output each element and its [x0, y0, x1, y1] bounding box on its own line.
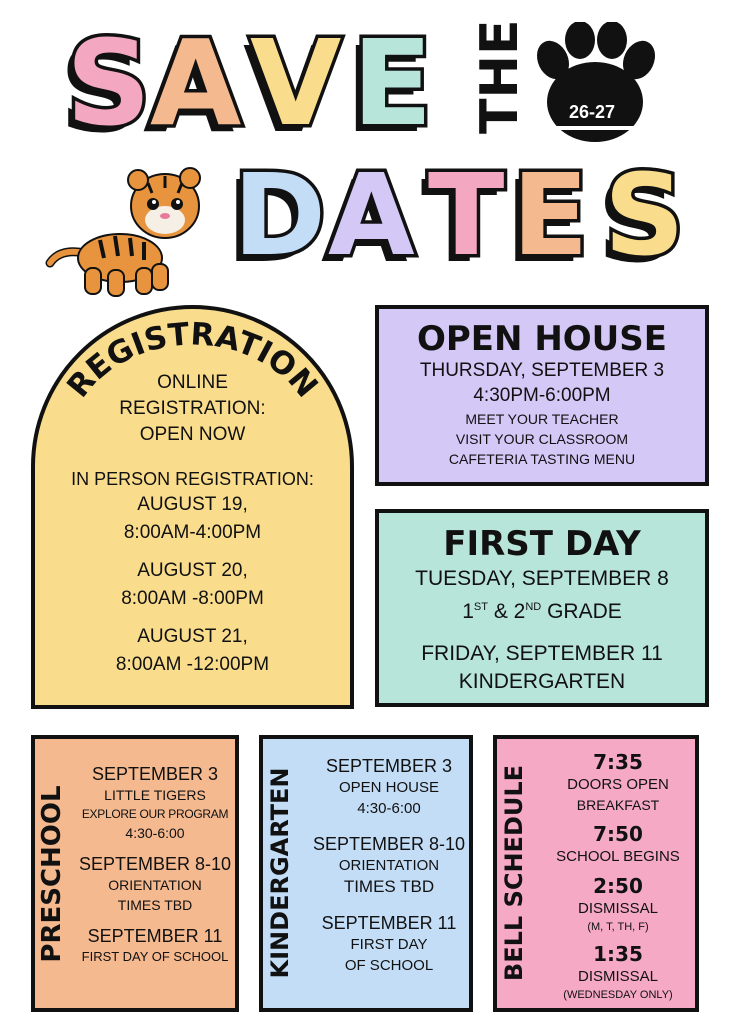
title-letter-e2: E — [512, 151, 589, 281]
preschool-card — [31, 735, 239, 1012]
kindergarten-events — [307, 755, 471, 976]
kin-e1-date: SEPTEMBER 3 — [325, 756, 453, 776]
open-house-date: THURSDAY, SEPTEMBER 3 — [419, 360, 665, 381]
first-day-grades-1: 1ST & 2ND GRADE — [462, 600, 622, 623]
bell-t1: 7:35 — [593, 750, 643, 774]
reg-day2-date: AUGUST 20, — [137, 560, 248, 581]
bell-t2: 7:50 — [593, 822, 643, 846]
title-letter-e: E — [352, 14, 433, 152]
reg-in-person: IN PERSON REGISTRATION: — [71, 469, 314, 489]
kin-e1-line1: OPEN HOUSE — [338, 779, 440, 796]
pre-e2-line1: ORIENTATION — [108, 877, 202, 893]
open-house-item-1: MEET YOUR TEACHER — [465, 411, 619, 427]
reg-online-3: OPEN NOW — [139, 424, 246, 445]
bell-t3-line2: (M, T, TH, F) — [587, 921, 649, 933]
pre-e1-line3: 4:30-6:00 — [125, 825, 185, 841]
pre-e2-date: SEPTEMBER 8-10 — [78, 854, 232, 874]
first-day-heading: FIRST DAY — [443, 524, 641, 564]
bell-schedule-heading: BELL SCHEDULE — [500, 764, 528, 982]
kin-e3-line2: OF SCHOOL — [344, 957, 434, 974]
title-letter-t: T — [428, 151, 505, 281]
pre-e3-line1: FIRST DAY OF SCHOOL — [81, 949, 229, 964]
title-letter-v: V — [250, 14, 342, 152]
kindergarten-heading: KINDERGARTEN — [266, 767, 294, 979]
preschool-heading: PRESCHOOL — [37, 785, 67, 963]
preschool-events — [71, 763, 239, 967]
reg-online-1: ONLINE — [157, 372, 228, 393]
first-day-date-1: TUESDAY, SEPTEMBER 8 — [415, 567, 669, 590]
reg-day1-date: AUGUST 19, — [137, 494, 248, 515]
kin-e3-line1: FIRST DAY — [350, 936, 428, 953]
bell-t3: 2:50 — [593, 874, 643, 898]
bell-t1-line2: BREAKFAST — [576, 797, 660, 813]
kin-e1-line2: 4:30-6:00 — [357, 800, 421, 817]
bell-t1-line1: DOORS OPEN — [567, 776, 669, 793]
open-house-heading: OPEN HOUSE — [416, 319, 668, 359]
pre-e1-date: SEPTEMBER 3 — [91, 764, 219, 784]
open-house-item-2: VISIT YOUR CLASSROOM — [455, 431, 629, 447]
reg-online-2: REGISTRATION: — [119, 398, 266, 419]
kin-e2-date: SEPTEMBER 8-10 — [312, 834, 466, 854]
bell-t4: 1:35 — [593, 942, 643, 966]
open-house-item-3: CAFETERIA TASTING MENU — [448, 451, 636, 467]
open-house-time: 4:30PM-6:00PM — [473, 385, 611, 406]
title-letter-s: S — [66, 14, 151, 152]
open-house-card — [375, 305, 709, 486]
first-day-date-2: FRIDAY, SEPTEMBER 11 — [421, 642, 663, 665]
pre-e2-line2: TIMES TBD — [117, 897, 193, 913]
bell-t4-line1: DISMISSAL — [577, 968, 659, 985]
kin-e3-date: SEPTEMBER 11 — [321, 913, 457, 933]
title-letter-s2: S — [604, 151, 685, 281]
kin-e2-line2: TIMES TBD — [343, 877, 435, 896]
bell-t4-line2: (WEDNESDAY ONLY) — [563, 989, 673, 1001]
title-the: THE — [470, 19, 530, 134]
title-letter-a2: A — [328, 151, 415, 281]
registration-details — [31, 370, 354, 678]
pre-e3-date: SEPTEMBER 11 — [87, 926, 223, 946]
pre-e1-line1: LITTLE TIGERS — [104, 787, 206, 803]
tiger-mascot-icon — [40, 158, 210, 303]
reg-day3-date: AUGUST 21, — [137, 626, 248, 647]
paw-year-label: 26-27 — [568, 102, 616, 122]
bell-schedule-card — [493, 735, 699, 1012]
bell-t2-line1: SCHOOL BEGINS — [556, 848, 680, 865]
svg-text:REGISTRATION: REGISTRATION — [60, 316, 325, 405]
first-day-grade-2: KINDERGARTEN — [458, 670, 626, 693]
title-letter-d: D — [233, 151, 326, 281]
reg-day3-time: 8:00AM -12:00PM — [115, 654, 270, 675]
paw-print-icon — [520, 22, 670, 152]
kindergarten-card — [259, 735, 473, 1012]
title-letter-a: A — [150, 14, 242, 152]
bell-times — [537, 749, 699, 1003]
pre-e1-line2: EXPLORE OUR PROGRAM — [81, 807, 229, 821]
reg-day1-time: 8:00AM-4:00PM — [123, 522, 262, 543]
kin-e2-line1: ORIENTATION — [338, 857, 440, 874]
bell-t3-line1: DISMISSAL — [577, 900, 659, 917]
first-day-card — [375, 509, 709, 707]
reg-day2-time: 8:00AM -8:00PM — [121, 588, 264, 609]
